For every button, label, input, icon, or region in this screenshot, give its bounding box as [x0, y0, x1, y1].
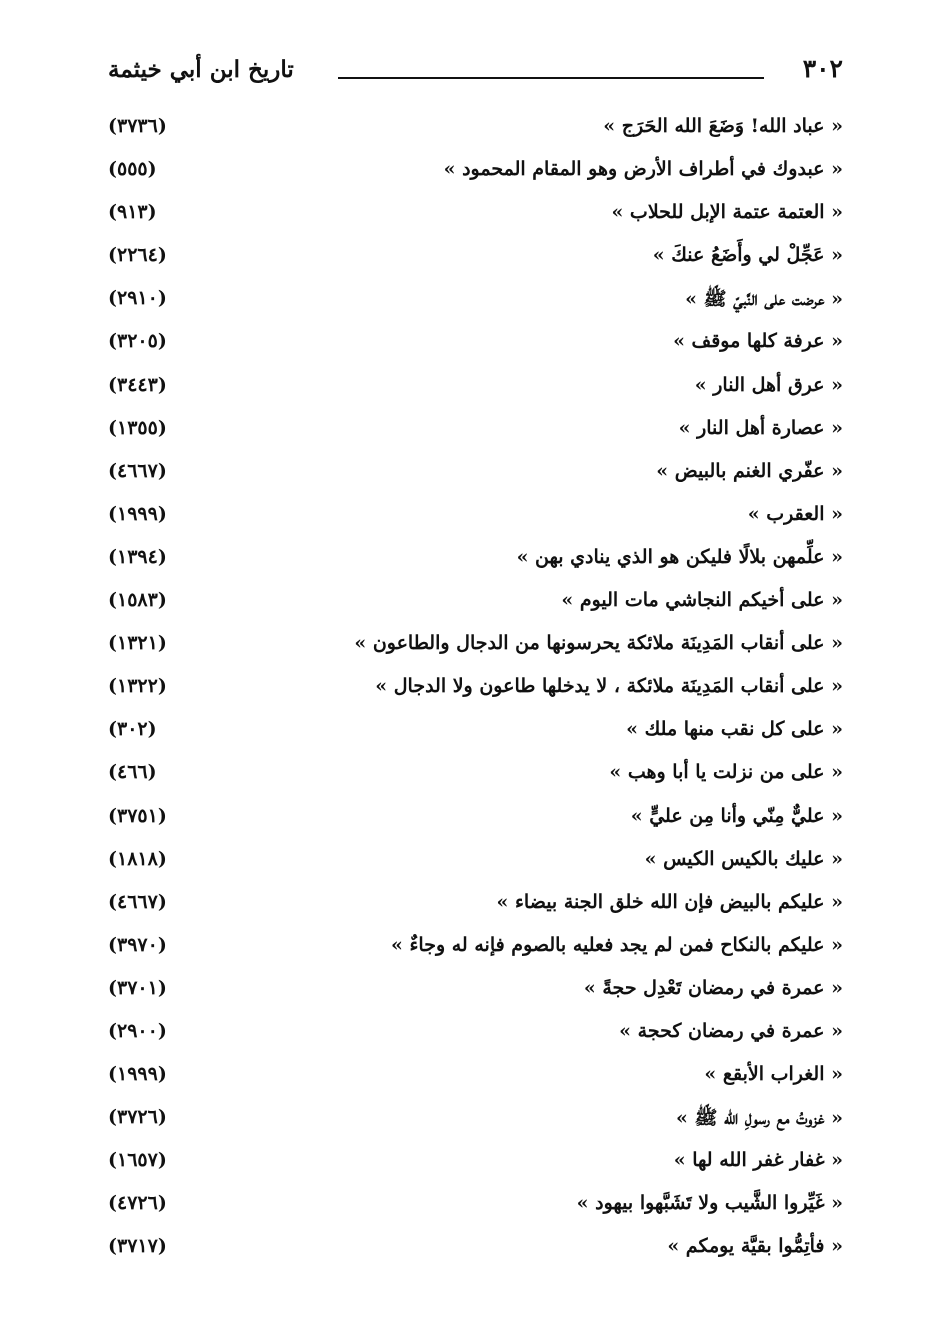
- list-item: [108, 581, 843, 624]
- entry-reference-number: (٣٧١٧): [108, 1235, 167, 1258]
- entry-text: « عليكم بالبيض فإن الله خلق الجنة بيضاء »: [496, 890, 843, 913]
- list-item: [108, 710, 843, 753]
- entry-reference-number: (١٣٢٢): [108, 675, 167, 698]
- entry-reference-number: (٢٢٦٤): [108, 244, 167, 267]
- entry-text: « عرفة كلها موقف »: [673, 330, 843, 353]
- entry-reference-number: (١٦٥٧): [108, 1149, 167, 1172]
- list-item: [108, 840, 843, 883]
- entry-text: « الغراب الأبقع »: [704, 1063, 843, 1086]
- entry-text: « عَجِّلْ لي وأَضَعُ عنكَ »: [652, 244, 843, 267]
- entry-reference-number: (٣٩٧٠): [108, 933, 167, 956]
- list-item: [108, 753, 843, 796]
- entry-reference-number: (٣٧٢٦): [108, 1106, 167, 1129]
- list-item: [108, 667, 843, 710]
- list-item: [108, 279, 843, 322]
- list-item: [108, 1141, 843, 1184]
- entry-text: « عمرة في رمضان تَعْدِل حجةً »: [583, 976, 843, 999]
- entry-reference-number: (٣٧٣٦): [108, 115, 167, 137]
- entry-reference-number: (١٣٢١): [108, 632, 167, 655]
- list-item: [108, 193, 843, 236]
- entry-reference-number: (١٥٨٣): [108, 589, 167, 612]
- entry-text: « غزوتُ مع رسولِ الله ﷺ »: [675, 1107, 843, 1130]
- list-item: [108, 495, 843, 538]
- entry-text: « عصارة أهل النار »: [678, 416, 843, 439]
- entry-reference-number: (٣٧٠١): [108, 976, 167, 999]
- page-number: ٣٠٢: [802, 54, 843, 83]
- list-item: [108, 1012, 843, 1055]
- entry-reference-number: (١٩٩٩): [108, 502, 167, 525]
- list-item: [108, 1055, 843, 1098]
- list-item: [108, 797, 843, 840]
- running-book-title: تاريخ ابن أبي خيثمة: [108, 56, 294, 83]
- entry-text: « عباد الله! وَضَعَ الله الحَرَج »: [603, 115, 843, 137]
- entry-reference-number: (٢٩١٠): [108, 287, 167, 310]
- entry-reference-number: (١٣٩٤): [108, 545, 167, 568]
- page-header: [108, 50, 843, 94]
- entry-reference-number: (٤٦٦٧): [108, 459, 167, 482]
- list-item: [108, 322, 843, 365]
- entry-text: « على أنقاب المَدِينَة ملائكة ، لا يدخلها طاعون ولا الدجال »: [375, 675, 843, 698]
- entry-reference-number: (٤٦٦): [108, 761, 157, 784]
- entry-text: « فأتِمُّوا بقيَّة يومكم »: [667, 1235, 843, 1258]
- entry-text: « على كل نقب منها ملك »: [626, 718, 843, 741]
- entry-text: « عليٌّ مِنّي وأنا مِن عليٍّ »: [630, 804, 843, 827]
- entry-reference-number: (٤٦٦٧): [108, 890, 167, 913]
- header-rule: [338, 77, 764, 79]
- entry-reference-number: (١٨١٨): [108, 847, 167, 870]
- entry-reference-number: (١٣٥٥): [108, 416, 167, 439]
- hadith-index-list: [108, 107, 843, 1271]
- list-item: [108, 624, 843, 667]
- list-item: [108, 452, 843, 495]
- entry-text: « عليك بالكيس الكيس »: [644, 847, 843, 870]
- entry-reference-number: (٣٢٠٥): [108, 330, 167, 353]
- list-item: [108, 883, 843, 926]
- list-item: [108, 107, 843, 150]
- entry-text: « على أخيكم النجاشي مات اليوم »: [561, 589, 843, 612]
- entry-reference-number: (٢٩٠٠): [108, 1019, 167, 1042]
- entry-text: « غَيِّروا الشَّيب ولا تَشَبَّهوا بيهود »: [576, 1192, 843, 1215]
- entry-text: « عرق أهل النار »: [694, 373, 843, 396]
- entry-text: « عفّري الغنم بالبيض »: [656, 459, 843, 482]
- entry-text: « العتمة عتمة الإبل للحلاب »: [611, 201, 843, 224]
- list-item: [108, 1184, 843, 1227]
- list-item: [108, 150, 843, 193]
- entry-reference-number: (٩١٣): [108, 201, 157, 224]
- list-item: [108, 1098, 843, 1141]
- entry-reference-number: (٤٧٢٦): [108, 1192, 167, 1215]
- entry-text: « عبدوك في أطراف الأرض وهو المقام المحمود »: [443, 158, 843, 181]
- entry-text: « غفار غفر الله لها »: [673, 1149, 843, 1172]
- entry-reference-number: (٥٥٥): [108, 158, 157, 181]
- entry-text: « علِّمهن بلالًا فليكن هو الذي ينادي بهن »: [516, 545, 843, 568]
- entry-text: « على من نزلت يا أبا وهب »: [609, 761, 843, 784]
- entry-reference-number: (٣٧٥١): [108, 804, 167, 827]
- entry-text: « عرضت على النَّبيّ ﷺ »: [685, 288, 843, 311]
- list-item: [108, 366, 843, 409]
- entry-text: « العقرب »: [747, 502, 843, 525]
- list-item: [108, 409, 843, 452]
- entry-text: « عمرة في رمضان كحجة »: [619, 1019, 843, 1042]
- entry-reference-number: (١٩٩٩): [108, 1063, 167, 1086]
- entry-text: « عليكم بالنكاح فمن لم يجد فعليه بالصوم فإنه له وجاءٌ »: [391, 933, 843, 956]
- list-item: [108, 969, 843, 1012]
- list-item: [108, 926, 843, 969]
- entry-reference-number: (٣٠٢): [108, 718, 157, 741]
- list-item: [108, 538, 843, 581]
- entry-reference-number: (٣٤٤٣): [108, 373, 167, 396]
- list-item: [108, 236, 843, 279]
- list-item: [108, 1227, 843, 1270]
- entry-text: « على أنقاب المَدِينَة ملائكة يحرسونها من الدجال والطاعون »: [354, 632, 843, 655]
